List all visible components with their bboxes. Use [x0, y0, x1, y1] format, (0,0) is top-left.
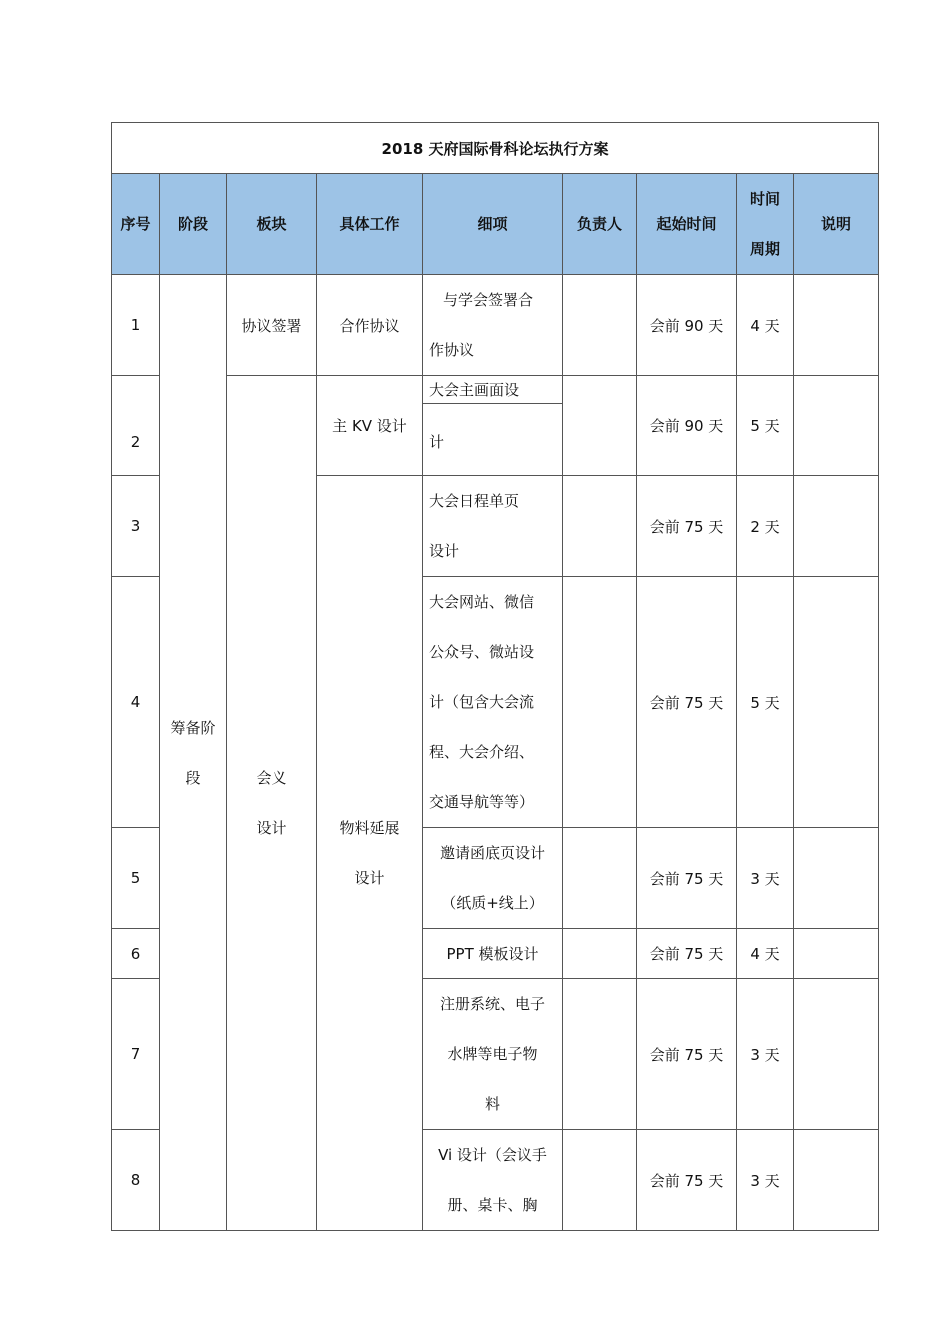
stage-line1: 筹备阶: [170, 718, 216, 737]
period-cell: 2 天: [737, 476, 794, 577]
detail-line: Vi 设计（会议手: [438, 1146, 547, 1164]
owner-cell: [563, 828, 637, 929]
note-cell: [794, 979, 879, 1130]
section-line1: 会义: [256, 769, 287, 787]
detail-line: 料: [484, 1095, 500, 1113]
header-section: 板块: [227, 174, 317, 275]
detail-cell: [423, 979, 563, 1130]
header-note: 说明: [794, 174, 879, 275]
execution-plan-table: [111, 122, 879, 1231]
note-cell: [794, 1130, 879, 1231]
owner-cell: [563, 476, 637, 577]
work-line2: 设计: [354, 869, 385, 887]
detail-line: 程、大会介绍、: [429, 743, 535, 761]
seq-cell: 6: [112, 929, 160, 979]
work-line1: 物料延展: [339, 819, 400, 837]
stage-cell: [160, 275, 227, 1231]
seq-cell: 5: [112, 828, 160, 929]
start-cell: 会前 75 天: [637, 577, 737, 828]
detail-cell: [423, 1130, 563, 1231]
detail-line: 邀请函底页设计: [439, 844, 545, 862]
section-line2: 设计: [256, 819, 287, 837]
header-detail: 细项: [423, 174, 563, 275]
seq-cell: 7: [112, 979, 160, 1130]
owner-cell: [563, 979, 637, 1130]
period-cell: 4 天: [737, 275, 794, 376]
note-cell: [794, 929, 879, 979]
start-cell: 会前 75 天: [637, 476, 737, 577]
start-cell: 会前 75 天: [637, 979, 737, 1130]
period-cell: 3 天: [737, 828, 794, 929]
note-cell: [794, 577, 879, 828]
work-cell: 合作协议: [317, 275, 423, 376]
detail-cell: [423, 476, 563, 577]
note-cell: [794, 376, 879, 476]
section-cell: 协议签署: [227, 275, 317, 376]
detail-line: 设计: [429, 542, 460, 560]
section-cell: [227, 376, 317, 1231]
header-stage: 阶段: [160, 174, 227, 275]
header-work: 具体工作: [317, 174, 423, 275]
table-row: [112, 275, 879, 376]
period-cell: 4 天: [737, 929, 794, 979]
header-owner: 负责人: [563, 174, 637, 275]
detail-line: 计（包含大会流: [429, 693, 535, 711]
detail-line: 作协议: [429, 341, 475, 359]
owner-cell: [563, 577, 637, 828]
detail-line: 计: [429, 433, 445, 451]
stage-line2: 段: [185, 768, 201, 787]
seq-cell: 2: [112, 376, 160, 476]
detail-line: 注册系统、电子: [439, 995, 545, 1013]
owner-cell: [563, 275, 637, 376]
period-cell: 5 天: [737, 376, 794, 476]
work-cell: [317, 476, 423, 1231]
table-title: 2018 天府国际骨科论坛执行方案: [112, 123, 879, 174]
detail-line: 水牌等电子物: [447, 1045, 538, 1063]
detail-line: 公众号、微站设: [429, 643, 535, 661]
start-cell: 会前 90 天: [637, 376, 737, 476]
detail-line: （纸质+线上）: [441, 894, 544, 912]
header-seq: 序号: [112, 174, 160, 275]
detail-line: 大会网站、微信: [429, 593, 535, 611]
table-row: [112, 376, 879, 476]
detail-cell: [423, 828, 563, 929]
detail-cell: PPT 模板设计: [423, 929, 563, 979]
note-cell: [794, 476, 879, 577]
detail-line: 大会主画面设: [423, 376, 562, 404]
seq-cell: 4: [112, 577, 160, 828]
note-cell: [794, 275, 879, 376]
work-cell: 主 KV 设计: [317, 376, 423, 476]
seq-cell: 1: [112, 275, 160, 376]
detail-line: 交通导航等等）: [429, 793, 535, 811]
header-period-line1: 时间: [749, 190, 780, 208]
start-cell: 会前 75 天: [637, 1130, 737, 1231]
seq-cell: 8: [112, 1130, 160, 1231]
start-cell: 会前 75 天: [637, 828, 737, 929]
seq-cell: 3: [112, 476, 160, 577]
detail-cell: [423, 275, 563, 376]
detail-cell: [423, 376, 637, 476]
detail-cell: [423, 577, 563, 828]
note-cell: [794, 828, 879, 929]
header-start: 起始时间: [637, 174, 737, 275]
header-period-line2: 周期: [749, 240, 780, 258]
period-cell: 3 天: [737, 979, 794, 1130]
detail-line: 大会日程单页: [429, 492, 520, 510]
period-cell: 5 天: [737, 577, 794, 828]
start-cell: 会前 75 天: [637, 929, 737, 979]
detail-line: 册、桌卡、胸: [447, 1196, 538, 1214]
header-period: [737, 174, 794, 275]
owner-cell: [563, 1130, 637, 1231]
column-divider: [562, 376, 563, 476]
start-cell: 会前 90 天: [637, 275, 737, 376]
period-cell: 3 天: [737, 1130, 794, 1231]
owner-cell: [563, 929, 637, 979]
detail-line: 与学会签署合: [443, 291, 534, 309]
